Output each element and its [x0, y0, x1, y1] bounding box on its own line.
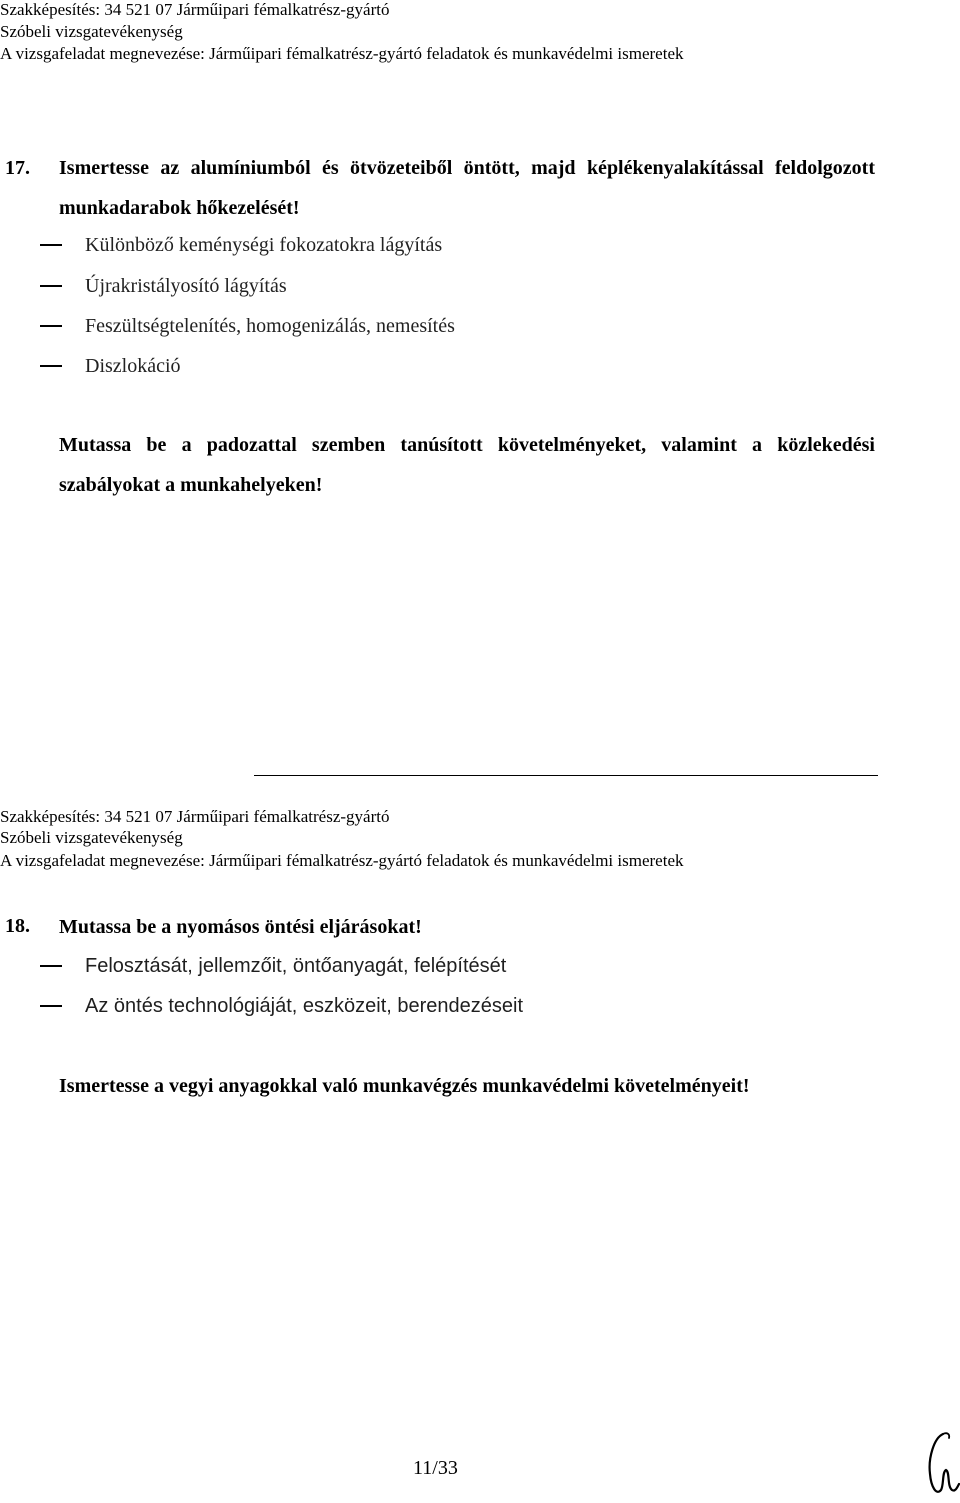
list-item-text: Diszlokáció — [85, 354, 181, 377]
header-qualification: Szakképesítés: 34 521 07 Járműipari fémalkatrész-gyártó — [0, 0, 390, 19]
handwritten-signature — [916, 1428, 960, 1503]
list-item — [40, 232, 442, 258]
question-18-text: Mutassa be a nyomásos öntési eljárásokat! — [59, 916, 422, 938]
header-task-name: A vizsgafeladat megnevezése: Járműipari fémalkatrész-gyártó feladatok és munkavédelmi ismeretek — [0, 851, 684, 870]
question-17-number: 17. — [5, 157, 30, 179]
dash-bullet-icon — [40, 325, 62, 327]
list-item-text: Feszültségtelenítés, homogenizálás, nemesítés — [85, 314, 455, 337]
question-17-text: Ismertesse az alumíniumból és ötvözeteiből öntött, majd képlékenyalakítással feldolgozott munkadarabok hőkezelését! — [59, 157, 875, 219]
dash-bullet-icon — [40, 1005, 62, 1007]
header-exam-type: Szóbeli vizsgatevékenység — [0, 828, 183, 847]
list-item — [40, 313, 455, 339]
list-item-text: Különböző keménységi fokozatokra lágyítás — [85, 233, 443, 256]
list-item-text: Újrakristályosító lágyítás — [85, 274, 287, 297]
question-18-task: Ismertesse a vegyi anyagokkal való munkavégzés munkavédelmi követelményeit! — [59, 1075, 750, 1097]
header-exam-type: Szóbeli vizsgatevékenység — [0, 22, 183, 41]
page-number: 11/33 — [413, 1457, 458, 1479]
question-18-number: 18. — [5, 915, 30, 937]
list-item-text: Az öntés technológiáját, eszközeit, berendezéseit — [85, 994, 524, 1017]
list-item — [40, 353, 181, 379]
dash-bullet-icon — [40, 285, 62, 287]
page-separator — [254, 775, 878, 776]
list-item — [40, 993, 523, 1019]
dash-bullet-icon — [40, 365, 62, 367]
list-item — [40, 953, 506, 979]
list-item-text: Felosztását, jellemzőit, öntőanyagát, felépítését — [85, 954, 507, 977]
dash-bullet-icon — [40, 244, 62, 246]
question-17-task: Mutassa be a padozattal szemben tanúsított követelményeket, valamint a közlekedési szabályokat a munkahelyeken! — [59, 434, 875, 496]
dash-bullet-icon — [40, 965, 62, 967]
header-qualification: Szakképesítés: 34 521 07 Járműipari fémalkatrész-gyártó — [0, 807, 390, 826]
list-item — [40, 273, 287, 299]
header-task-name: A vizsgafeladat megnevezése: Járműipari fémalkatrész-gyártó feladatok és munkavédelmi ismeretek — [0, 44, 684, 63]
